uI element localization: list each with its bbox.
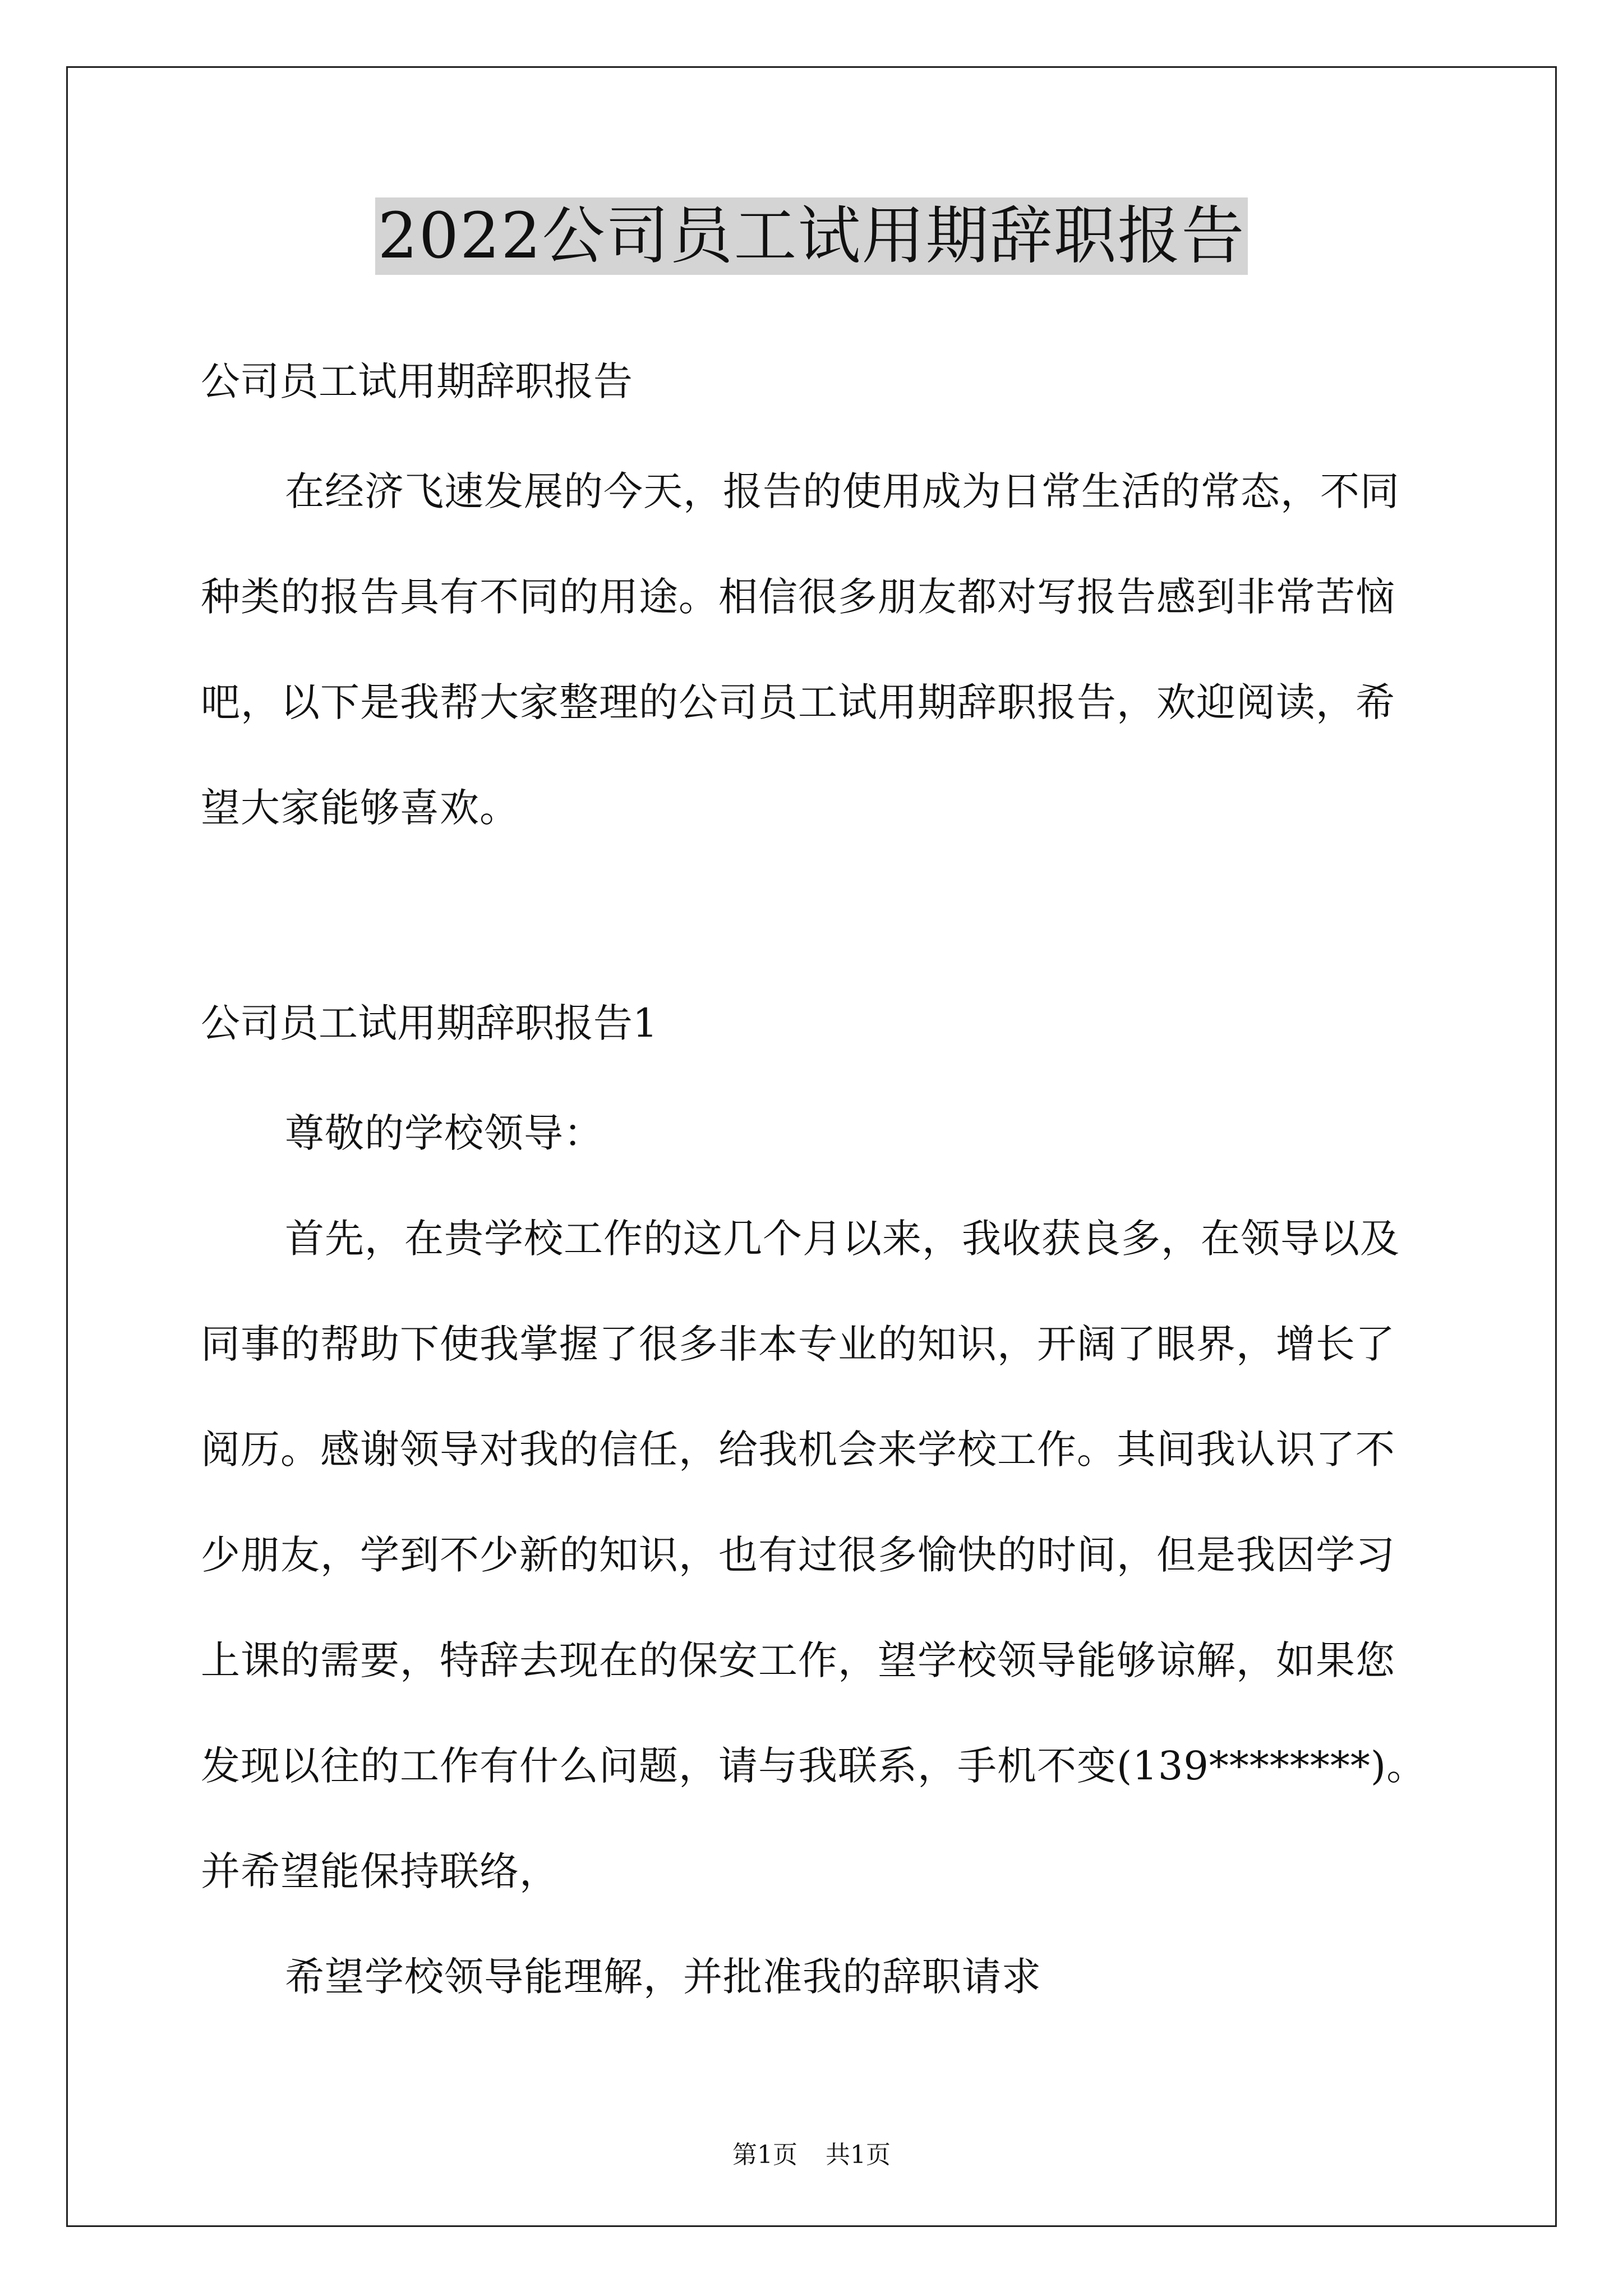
document-body — [201, 348, 1435, 2030]
body-paragraph: 首先，在贵学校工作的这几个月以来，我收获良多，在领导以及同事的帮助下使我掌握了很多非本专业的知识，开阔了眼界，增长了阅历。感谢领导对我的信任，给我机会来学校工作。其间我认识了不少朋友，学到不少新的知识，也有过很多愉快的时间，但是我因学习上课的需要，特辞去现在的保安工作，望学校领导能够谅解，如果您发现以往的工作有什么问题，请与我联系，手机不变(139********)。并希望能保持联络， — [201, 1216, 1427, 1894]
page-footer — [0, 2138, 1623, 2172]
document-title: 2022公司员工试用期辞职报告 — [375, 197, 1247, 275]
page-number-current: 第1页 — [732, 2141, 797, 2169]
section-heading: 公司员工试用期辞职报告1 — [201, 1000, 658, 1046]
page-number-total: 共1页 — [826, 2141, 891, 2169]
title-container — [0, 197, 1623, 275]
intro-heading: 公司员工试用期辞职报告 — [201, 358, 633, 404]
closing-paragraph: 希望学校领导能理解，并批准我的辞职请求 — [285, 1954, 1041, 2000]
intro-paragraph: 在经济飞速发展的今天，报告的使用成为日常生活的常态，不同种类的报告具有不同的用途。相信很多朋友都对写报告感到非常苦恼吧，以下是我帮大家整理的公司员工试用期辞职报告，欢迎阅读，希望大家能够喜欢。 — [201, 468, 1400, 831]
salutation: 尊敬的学校领导： — [285, 1110, 603, 1156]
